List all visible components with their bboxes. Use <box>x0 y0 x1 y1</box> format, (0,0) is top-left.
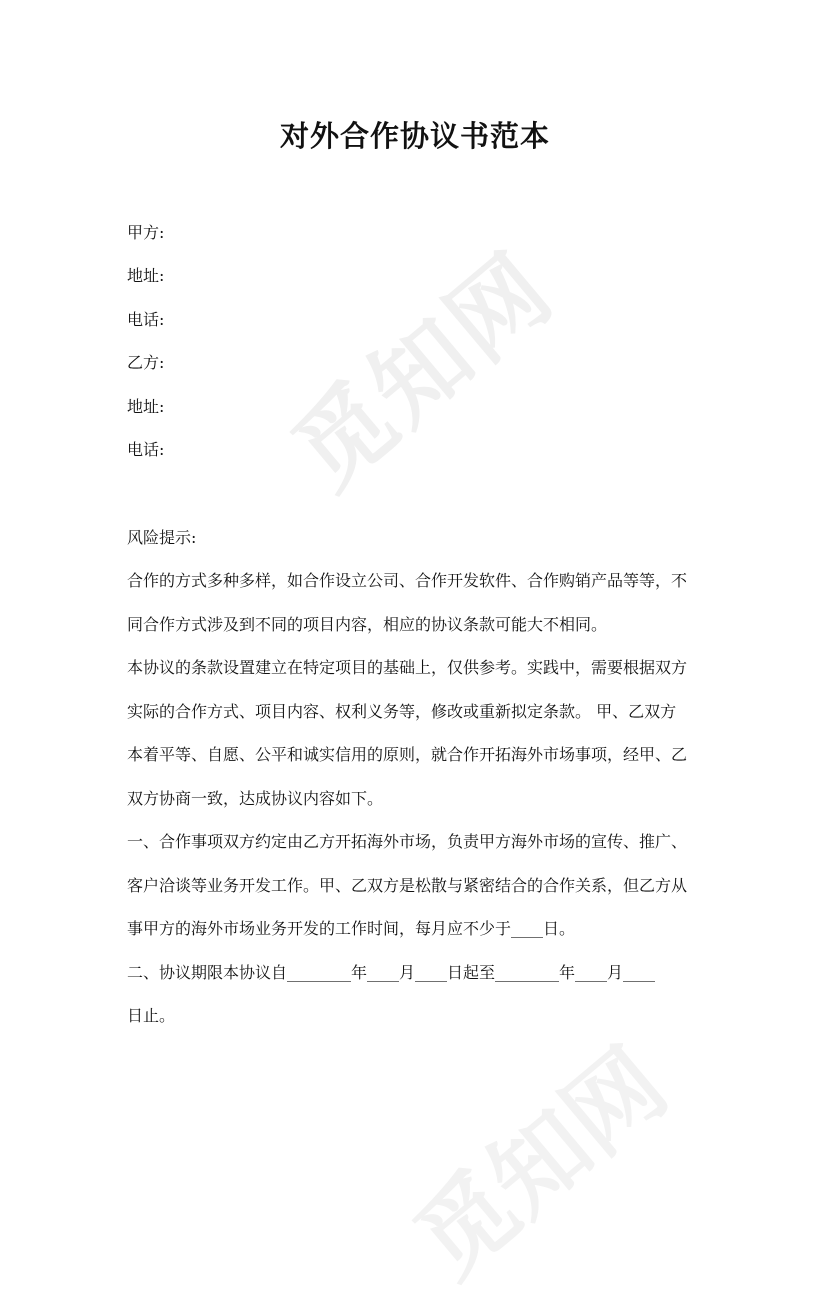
body-line: 双方协商一致，达成协议内容如下。 <box>127 789 384 808</box>
body-line: 实际的合作方式、项目内容、权利义务等，修改或重新拟定条款。 甲、乙双方 <box>127 702 677 721</box>
party-a-phone-label: 电话: <box>127 310 165 329</box>
body-line: 一、合作事项双方约定由乙方开拓海外市场，负责甲方海外市场的宣传、推广、 <box>127 832 688 851</box>
party-b-address-label: 地址: <box>127 397 165 416</box>
body-line: 二、协议期限本协议自________年____月____日起至________年____月____ <box>127 963 656 982</box>
body-line: 事甲方的海外市场业务开发的工作时间，每月应不少于____日。 <box>127 919 576 938</box>
risk-heading: 风险提示: <box>127 528 197 547</box>
body-line: 客户洽谈等业务开发工作。甲、乙双方是松散与紧密结合的合作关系，但乙方从 <box>127 876 688 895</box>
body-line: 合作的方式多种多样，如合作设立公司、合作开发软件、合作购销产品等等，不 <box>127 571 688 590</box>
party-b-label: 乙方: <box>127 353 165 372</box>
party-a-label: 甲方: <box>127 223 165 242</box>
watermark-logo-bottom: 觅知网 <box>394 1027 688 1299</box>
body-line: 日止。 <box>127 1006 176 1025</box>
body-line: 本着平等、自愿、公平和诚实信用的原则，就合作开拓海外市场事项，经甲、乙 <box>127 745 688 764</box>
watermark-logo: 觅知网 <box>272 231 575 511</box>
document-title: 对外合作协议书范本 <box>279 119 550 153</box>
body-line: 同合作方式涉及到不同的项目内容，相应的协议条款可能大不相同。 <box>127 615 608 634</box>
party-a-address-label: 地址: <box>127 266 165 285</box>
party-b-phone-label: 电话: <box>127 440 165 459</box>
body-line: 本协议的条款设置建立在特定项目的基础上，仅供参考。实践中，需要根据双方 <box>127 658 688 677</box>
